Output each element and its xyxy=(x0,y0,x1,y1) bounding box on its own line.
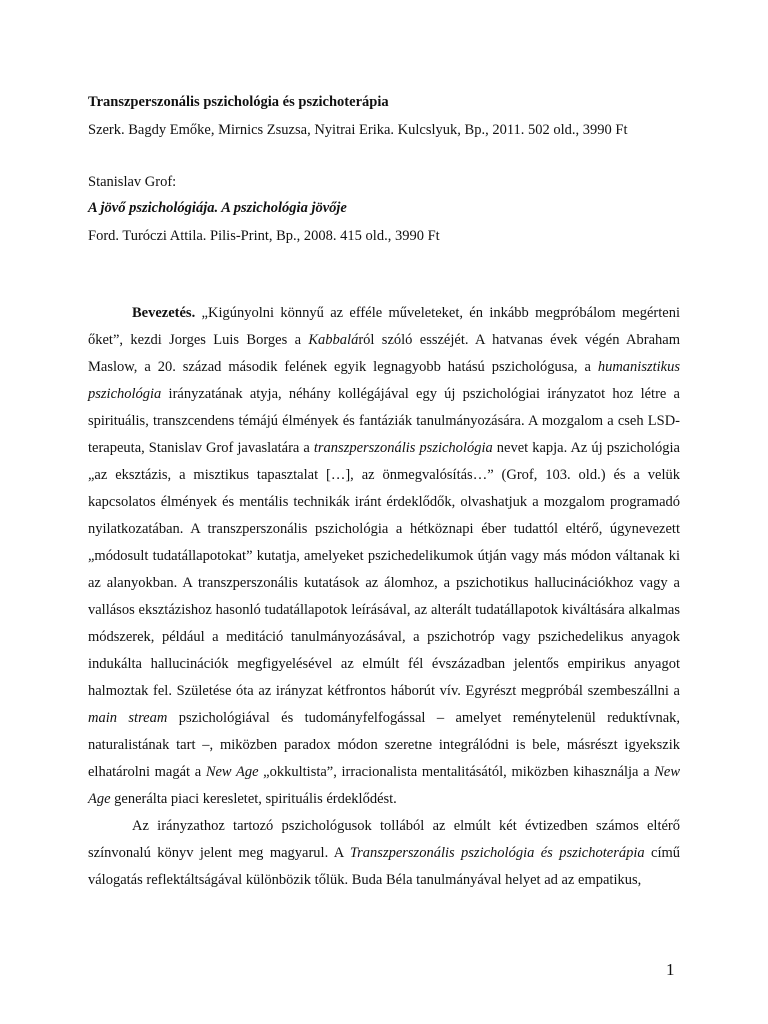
book2-author: Stanislav Grof: xyxy=(88,174,177,190)
book2-title: A jövő pszichológiája. A pszichológia jövője xyxy=(88,200,347,216)
italic-term: New Age xyxy=(205,764,259,780)
paragraph-intro xyxy=(88,300,680,813)
review-body xyxy=(88,300,680,894)
italic-term: humanisztikus pszichológia xyxy=(88,359,680,402)
italic-term: New Age xyxy=(88,764,680,807)
book1-meta: Szerk. Bagdy Emőke, Mirnics Zsuzsa, Nyitrai Erika. Kulcslyuk, Bp., 2011. 502 old., 3990 Ft xyxy=(88,122,628,138)
italic-term: Kabbalá xyxy=(308,332,359,348)
book1-title: Transzperszonális pszichológia és pszichoterápia xyxy=(88,94,389,110)
book2-meta: Ford. Turóczi Attila. Pilis-Print, Bp., 2008. 415 old., 3990 Ft xyxy=(88,228,440,244)
text-run: pszichológiával és tudományfelfogással – amelyet reménytelenül reduktívnak, naturalistának tart –, miközben paradox módon szeretne integrálódni is bele, másrészt igyekszik elhatárolni magát a xyxy=(88,710,681,780)
text-run: ról szóló esszéjét. A hatvanas évek végén Abraham Maslow, a 20. század második felének egyik legnagyobb hatású pszichológusa, a xyxy=(88,332,681,375)
text-run: „okkultista”, irracionalista mentalitásától, miközben kihasználja a xyxy=(258,764,655,780)
text-run: irányzatának atyja, néhány kollégájával egy új pszichológiai irányzatot hoz létre a spirituális, transzcendens témájú élmények és fantáziák tanulmányozására. A mozgalom a cseh LSD-terapeuta, Stanislav Grof javaslatára a xyxy=(88,386,680,456)
text-run: nevet kapja. Az új pszichológia „az eksztázis, a misztikus tapasztalat […], az önmegvalósítás…” (Grof, 103. old.) és a velük kapcsolatos élmények és mentális technikák iránt érdeklődők, olvashatjuk a mozgalom programadó nyilatkozatában. A transzperszonális pszichológia a hétköznapi éber tudattól eltérő, úgynevezett „módosult tudatállapotokat” kutatja, amelyeket pszichedelikumok útján vagy más módon váltanak ki az alanyokban. A transzperszonális kutatások az álomhoz, a pszichotikus hallucinációkhoz vagy a vallásos eksztázishoz hasonló tudatállapotok leírásával, az alterált tudatállapotok kiváltására alkalmas módszerek, például a meditáció tanulmányozásával, a pszichotróp vagy pszichedelikus anyagok indukálta hallucinációk megfigyelésével az elmúlt fél évszázadban jelentős empirikus anyagot halmoztak fel. Születése óta az irányzat kétfrontos háborút vív. Egyrészt megpróbál szembeszállni a xyxy=(88,440,680,699)
text-run: Az irányzathoz tartozó pszichológusok tollából az elmúlt két évtizedben számos eltérő színvonalú könyv jelent meg magyarul. A xyxy=(88,818,680,861)
section-lead: Bevezetés. xyxy=(132,305,196,321)
paragraph-second xyxy=(88,813,680,894)
text-run: generálta piaci keresletet, spirituális érdeklődést. xyxy=(110,791,397,807)
italic-term: Transzperszonális pszichológia és pszichoterápia xyxy=(349,845,645,861)
text-run: „Kigúnyolni könnyű az efféle műveleteket, én inkább megpróbálom megérteni őket”, kezdi Jorges Luis Borges a xyxy=(88,305,680,348)
italic-term: transzperszonális pszichológia xyxy=(313,440,493,456)
italic-term: main stream xyxy=(88,710,168,726)
page-number: 1 xyxy=(666,960,675,979)
text-run: című válogatás reflektáltságával különbözik tőlük. Buda Béla tanulmányával helyet ad az empatikus, xyxy=(88,845,681,888)
